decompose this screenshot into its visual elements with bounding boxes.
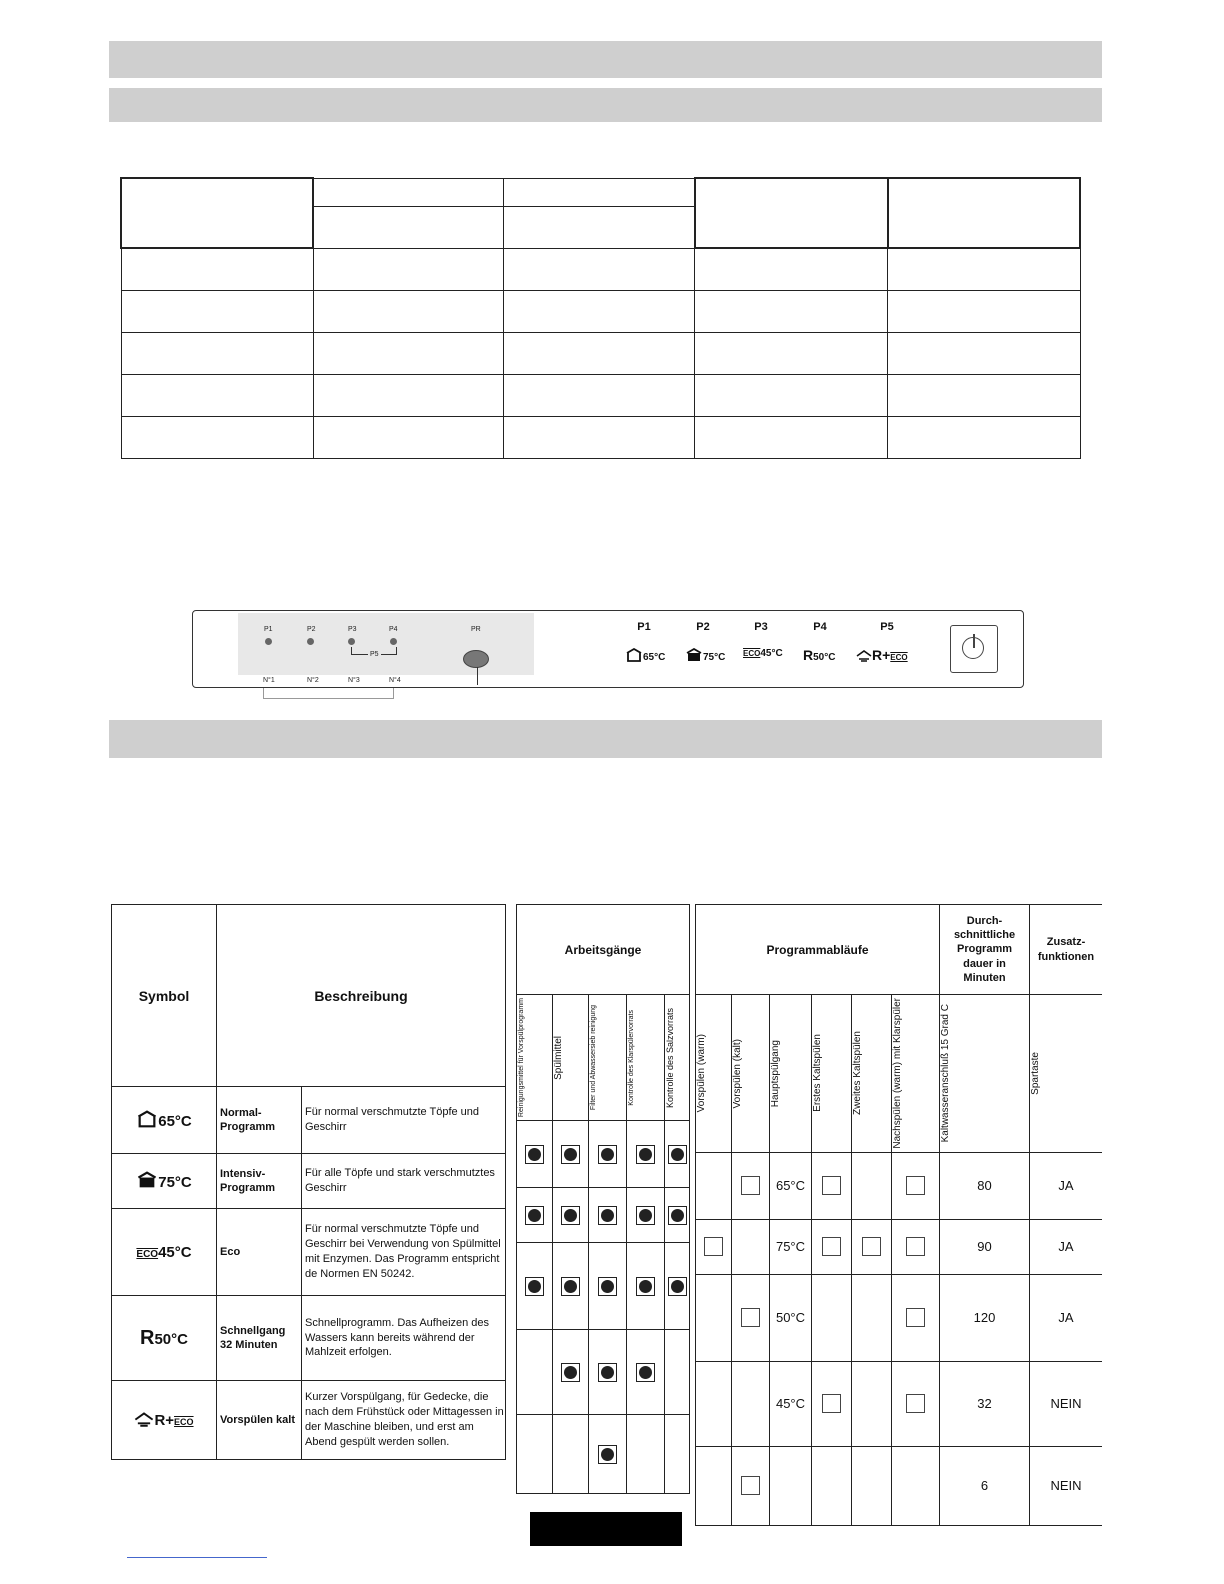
pr-leader-line [477,667,478,685]
symbol-cell [112,1154,217,1209]
table-cell [553,1415,589,1494]
filled-check-icon [561,1145,580,1164]
table-cell [665,1415,690,1494]
table-cell [888,290,1080,332]
number-label: N°4 [389,677,401,684]
pot-full-icon [685,648,703,662]
program-desc: Für normal verschmutzte Töpfe und Geschirr [302,1087,506,1154]
program-name: Vorspülen kalt [217,1381,302,1460]
table-cell [504,248,695,290]
led-label: P2 [307,626,316,633]
table-cell [665,1243,690,1330]
table-cell [696,1152,732,1219]
table-cell [517,1415,553,1494]
program-table-ablaeufe [695,904,1102,1526]
program-label-p2: P2 [696,621,710,633]
program-button[interactable] [463,650,489,668]
program-symbol-p4 [803,647,835,663]
subheader: Vorspülen (warm) [696,1034,707,1113]
program-desc: Kurzer Vorspülgang, für Gedecke, die nach dem Frühstück oder Mittagessen in der Maschine bleiben, und erst am Abend gespült werden sollen. [302,1381,506,1460]
program-temp: 75°C [703,652,726,663]
subheader: Spülmittel [553,1035,564,1080]
empty-check-icon [822,1237,841,1256]
empty-check-icon [741,1476,760,1495]
table-cell [313,332,504,374]
subheader: Vorspülen (kalt) [732,1038,743,1109]
table-cell [627,1330,665,1415]
pr-label: PR [471,626,481,633]
table-cell [504,374,695,416]
header-arbeitsgaenge: Arbeitsgänge [517,905,690,995]
program-label-p4: P4 [813,621,827,633]
empty-table [120,177,1081,459]
table-cell [121,332,313,374]
table-cell [313,374,504,416]
main-wash-temp: 50°C [775,1310,806,1326]
table-cell [888,248,1080,290]
number-label: N°3 [348,677,360,684]
table-cell [892,1446,940,1525]
filled-check-icon [598,1277,617,1296]
table-cell [517,1188,553,1243]
table-cell [665,1330,690,1415]
table-cell [504,416,695,458]
table-cell [695,248,888,290]
filled-check-icon [636,1206,655,1225]
table-cell [888,178,1080,248]
table-cell [770,1274,812,1361]
table-cell [695,290,888,332]
table-cell [732,1274,770,1361]
table-cell [696,1446,732,1525]
symbol-temp: 50°C [154,1330,188,1348]
table-cell [589,1188,627,1243]
table-row [696,1152,1103,1219]
empty-check-icon [906,1237,925,1256]
table-cell [504,290,695,332]
program-label-p1: P1 [637,621,651,633]
table-cell [695,178,888,248]
table-cell [852,1219,892,1274]
subheader: Nachspülen (warm) mit Klarspüler [892,998,903,1149]
table-cell [695,332,888,374]
empty-check-icon [862,1237,881,1256]
filled-check-icon [598,1445,617,1464]
section-header-band-1 [109,41,1102,78]
led-label: P3 [348,626,357,633]
program-name: Schnellgang 32 Minuten [217,1296,302,1381]
duration-cell: 80 [940,1152,1030,1219]
table-cell [892,1361,940,1446]
table-row [112,1209,506,1296]
symbol-temp: 45°C [158,1243,192,1261]
table-cell [732,1361,770,1446]
table-cell [665,1121,690,1188]
program-desc: Schnellprogramm. Das Aufheizen des Wassers kann bereits während der Mahlzeit erfolgen. [302,1296,506,1381]
table-cell [589,1121,627,1188]
table-cell [770,1361,812,1446]
section-header-band-3 [109,720,1102,758]
table-cell [696,1361,732,1446]
table-cell [732,1152,770,1219]
table-row [696,1446,1103,1525]
subheader: Erstes Kaltspülen [812,1034,823,1113]
extra-function-cell: NEIN [1030,1361,1103,1446]
table-cell [553,1121,589,1188]
pot-icon [625,648,643,662]
table-cell [665,1188,690,1243]
table-cell [553,1330,589,1415]
program-symbol-p3 [743,648,783,659]
table-cell [553,1188,589,1243]
table-cell [852,1274,892,1361]
subheader: Filter und Abwassersieb reinigung [590,1005,597,1111]
table-cell [696,1219,732,1274]
table-row [517,1121,690,1188]
symbol-cell [112,1296,217,1381]
table-cell [121,248,313,290]
subheader: Reinigungsmittel für Vorspülprogramm [518,998,525,1118]
pot-full-icon [136,1171,158,1189]
section-header-band-2 [109,88,1102,122]
program-temp: 45°C [760,648,783,659]
program-table-left [111,904,506,1460]
subheader: Kontrolle des Klarspülervorrats [628,1009,635,1106]
table-cell [888,416,1080,458]
empty-check-icon [822,1176,841,1195]
main-wash-temp: 75°C [775,1239,806,1255]
empty-check-icon [906,1176,925,1195]
empty-check-icon [704,1237,723,1256]
program-symbol-p2 [685,648,725,663]
subheader: Kontrolle des Salzvorrats [665,1007,675,1108]
filled-check-icon [561,1206,580,1225]
filled-check-icon [668,1277,687,1296]
header-zusatz: Zusatz-funktionen [1030,905,1103,995]
power-button[interactable] [950,625,998,673]
led-p2 [307,638,314,645]
table-cell [770,1446,812,1525]
filled-check-icon [561,1277,580,1296]
table-cell [627,1415,665,1494]
table-cell [517,1243,553,1330]
led-label: P4 [389,626,398,633]
table-row [517,1330,690,1415]
table-row [112,1381,506,1460]
table-row [517,1243,690,1330]
table-cell [888,332,1080,374]
eco-icon: ECO [890,653,908,662]
table-cell [812,1274,852,1361]
table-cell [770,1152,812,1219]
number-label: N°2 [307,677,319,684]
duration-cell: 6 [940,1446,1030,1525]
empty-check-icon [906,1394,925,1413]
table-cell [504,332,695,374]
table-row [112,1087,506,1154]
symbol-cell [112,1381,217,1460]
footer-link-line [127,1557,267,1558]
table-cell [121,290,313,332]
program-label-p3: P3 [754,621,768,633]
led-p4 [390,638,397,645]
pot-icon [136,1110,158,1128]
duration-cell: 120 [940,1274,1030,1361]
empty-check-icon [741,1308,760,1327]
duration-cell: 32 [940,1361,1030,1446]
main-wash-temp: 45°C [775,1396,806,1412]
table-cell [313,290,504,332]
rapid-icon: R [803,647,814,663]
table-cell [852,1446,892,1525]
led-label: P1 [264,626,273,633]
table-cell [121,374,313,416]
table-cell [812,1152,852,1219]
filled-check-icon [525,1145,544,1164]
table-cell [695,416,888,458]
rapid-icon: R [140,1326,155,1349]
table-cell [627,1188,665,1243]
table-cell [517,1330,553,1415]
table-cell [313,178,504,206]
prewash-icon [134,1411,154,1427]
table-row [112,1154,506,1209]
combo-icon: R+ [154,1412,175,1429]
filled-check-icon [525,1206,544,1225]
table-cell [121,178,313,248]
main-wash-temp: 65°C [775,1178,806,1194]
program-symbol-p1 [625,648,665,663]
program-label-p5: P5 [880,621,894,633]
table-cell [313,416,504,458]
prewash-icon [856,649,872,662]
p5-label: P5 [370,651,379,658]
table-row [696,1274,1103,1361]
table-cell [627,1243,665,1330]
program-temp: 50°C [813,652,836,663]
table-cell [812,1446,852,1525]
program-symbol-p5 [856,647,908,663]
table-row [517,1415,690,1494]
program-desc: Für normal verschmutzte Töpfe und Geschirr bei Verwendung von Spülmittel mit Enzymen. Das Programm entspricht de Normen EN 50242. [302,1209,506,1296]
table-row [517,1188,690,1243]
filled-check-icon [598,1206,617,1225]
header-programmablaeufe: Programmabläufe [696,905,940,995]
table-cell [770,1219,812,1274]
power-icon-stem [973,634,975,648]
empty-check-icon [906,1308,925,1327]
header-symbol: Symbol [112,905,217,1087]
table-cell [589,1330,627,1415]
combo-icon: R+ [872,647,891,663]
filled-check-icon [636,1145,655,1164]
symbol-temp: 75°C [158,1174,192,1191]
program-name: Normal-Programm [217,1087,302,1154]
table-cell [627,1121,665,1188]
table-cell [732,1219,770,1274]
symbol-cell [112,1087,217,1154]
subheader: Spartaste [1030,1051,1041,1095]
subheader: Zweites Kaltspülen [852,1031,863,1116]
control-panel [192,610,1024,688]
table-cell [589,1243,627,1330]
extra-function-cell: JA [1030,1274,1103,1361]
table-cell [852,1361,892,1446]
table-cell [852,1152,892,1219]
filled-check-icon [598,1145,617,1164]
table-cell [553,1243,589,1330]
page-number-box [530,1512,682,1546]
table-cell [812,1361,852,1446]
eco-icon: ECO [136,1248,159,1260]
header-beschreibung: Beschreibung [217,905,506,1087]
filled-check-icon [598,1363,617,1382]
table-cell [313,248,504,290]
table-cell [892,1274,940,1361]
table-row [696,1361,1103,1446]
table-cell [892,1219,940,1274]
program-table-arbeitsgaenge [516,904,690,1494]
filled-check-icon [636,1363,655,1382]
duration-cell: 90 [940,1219,1030,1274]
filled-check-icon [561,1363,580,1382]
number-bracket [263,688,394,699]
extra-function-cell: JA [1030,1152,1103,1219]
table-cell [504,178,695,206]
table-cell [313,206,504,248]
table-cell [504,206,695,248]
filled-check-icon [636,1277,655,1296]
table-cell [892,1152,940,1219]
filled-check-icon [668,1145,687,1164]
subheader: Kaltwasseranschluß 15 Grad C [940,1004,951,1143]
empty-check-icon [822,1394,841,1413]
extra-function-cell: JA [1030,1219,1103,1274]
table-cell [121,416,313,458]
table-cell [732,1446,770,1525]
symbol-temp: 65°C [158,1113,192,1130]
subheader: Hauptspülgang [770,1039,781,1107]
indicator-area [238,613,534,675]
led-p1 [265,638,272,645]
table-cell [888,374,1080,416]
table-row [112,1296,506,1381]
filled-check-icon [668,1206,687,1225]
table-row [696,1219,1103,1274]
table-cell [517,1121,553,1188]
program-desc: Für alle Töpfe und stark verschmutztes Geschirr [302,1154,506,1209]
eco-icon: ECO [743,649,761,658]
table-cell [812,1219,852,1274]
table-cell [589,1415,627,1494]
program-name: Eco [217,1209,302,1296]
led-p3 [348,638,355,645]
filled-check-icon [525,1277,544,1296]
program-name: Intensiv-Programm [217,1154,302,1209]
header-dauer: Durch-schnittliche Programm dauer in Minuten [940,905,1030,995]
extra-function-cell: NEIN [1030,1446,1103,1525]
empty-check-icon [741,1176,760,1195]
table-cell [695,374,888,416]
eco-icon: ECO [174,1417,194,1427]
number-label: N°1 [263,677,275,684]
program-temp: 65°C [643,652,666,663]
table-cell [696,1274,732,1361]
symbol-cell [112,1209,217,1296]
